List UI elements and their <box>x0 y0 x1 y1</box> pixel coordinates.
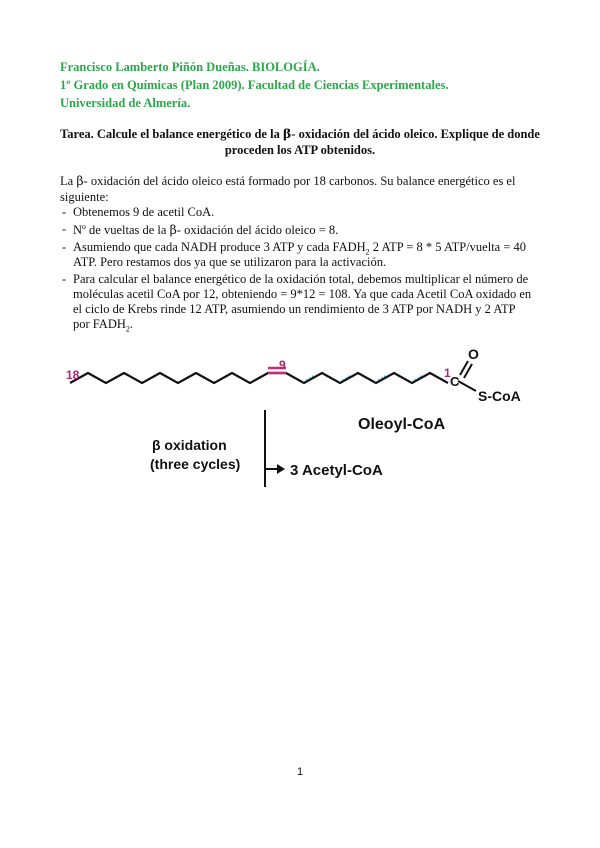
process-label-line2: (three cycles) <box>150 456 241 472</box>
intro-text: La <box>60 174 77 188</box>
list-item <box>62 272 532 332</box>
item-text: Obtenemos 9 de acetil CoA. <box>73 205 215 219</box>
oxygen-label: O <box>468 346 479 362</box>
task-title-text-end: - oxidación del ácido oleico. Explique de donde proceden los ATP obtenidos. <box>224 127 540 157</box>
molecule-name: Oleoyl-CoA <box>358 416 446 433</box>
list-item <box>62 240 532 270</box>
intro-paragraph <box>60 173 540 205</box>
carbon-18-label: 18 <box>66 368 80 382</box>
list-item <box>62 205 532 220</box>
item-text-end: 2 ATP = 8 * 5 ATP/vuelta = 40 ATP. Pero restamos dos ya que se utilizaron para la activación. <box>73 240 527 269</box>
list-item <box>62 222 532 238</box>
intro-text-end: - oxidación del ácido oleico está formado por 18 carbonos. Su balance energético es el siguiente: <box>60 174 516 204</box>
oleoyl-coa-diagram <box>60 345 540 495</box>
bullet-dash: - <box>62 240 67 254</box>
thioester-bond <box>458 381 476 391</box>
carbon-1-label: 1 <box>444 366 451 380</box>
degree-line: 1º Grado en Químicas (Plan 2009). Facultad de Ciencias Experimentales. <box>60 78 449 92</box>
item-text: Para calcular el balance energético de la oxidación total, debemos multiplicar el número de moléculas acetil CoA por 12, obteniendo = 9*12 = 108. Ya que cada Acetil CoA oxidado en el ciclo de Krebs rinde 12 ATP, asumiendo un rendimiento de 3 ATP por NADH y 2 ATP por FADH <box>73 272 532 331</box>
beta-symbol: β <box>76 173 84 188</box>
subscript: 2 <box>125 324 130 334</box>
author-header <box>60 58 448 112</box>
item-text: Asumiendo que cada NADH produce 3 ATP y cada FADH <box>73 240 366 254</box>
item-text-end: . <box>129 317 134 331</box>
item-text: Nº de vueltas de la <box>73 223 170 237</box>
beta-symbol: β <box>282 126 292 141</box>
university-line: Universidad de Almería. <box>60 96 191 110</box>
bullet-dash: - <box>62 205 67 219</box>
arrow-head-icon <box>277 464 285 474</box>
carbon-chain <box>70 373 448 383</box>
beta-symbol: β <box>169 222 177 237</box>
balance-list <box>62 205 532 334</box>
bullet-dash: - <box>62 222 67 236</box>
task-title <box>60 126 540 158</box>
carbon-c-label: C <box>450 374 460 389</box>
subscript: 2 <box>365 247 370 257</box>
task-title-text: Tarea. Calcule el balance energético de la <box>60 127 283 141</box>
author-line: Francisco Lamberto Piñón Dueñas. BIOLOGÍA. <box>60 60 320 74</box>
carbon-9-label: 9 <box>279 358 286 372</box>
bullet-dash: - <box>62 272 67 286</box>
process-label-line1: β oxidation <box>152 437 227 453</box>
item-text-end: - oxidación del ácido oleico = 8. <box>176 223 339 237</box>
scoa-label: S-CoA <box>478 388 521 404</box>
page-number: 1 <box>296 766 304 778</box>
product-label: 3 Acetyl-CoA <box>290 462 383 479</box>
